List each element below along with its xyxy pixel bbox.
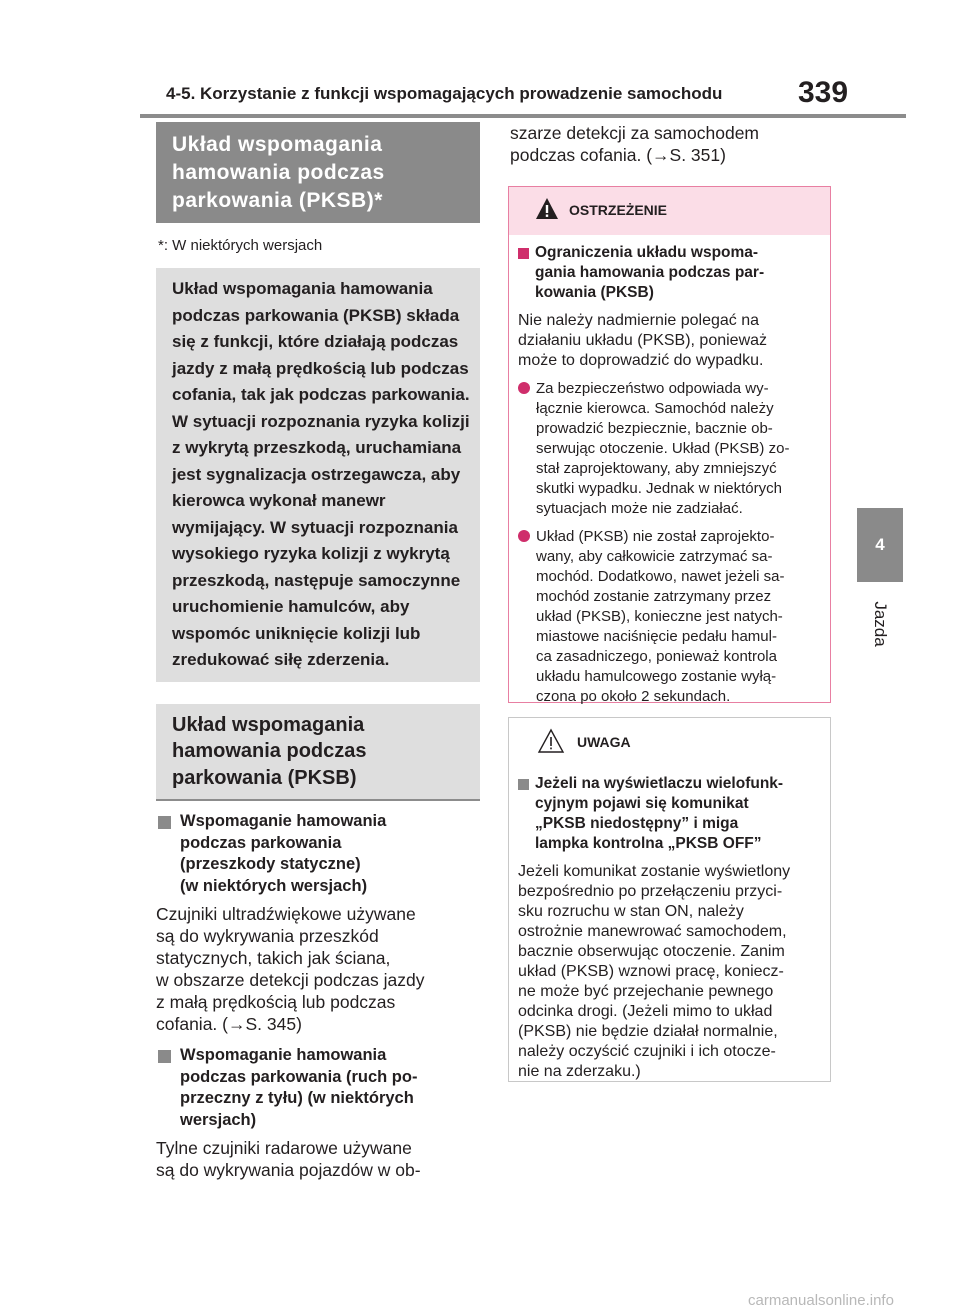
subheading-text: Wspomaganie hamowania podczas parkowania (przeszkody statyczne) (w niektórych wersjach) [180,812,387,895]
section2-title: Układ wspomagania hamowania podczas parkowania (PKSB) [156,704,480,802]
notice-subheading [518,774,822,854]
paragraph-static-obstacles: Czujniki ultradźwiękowe używane są do wykrywania przeszkód statycznych, takich jak ściana, w obszarze detekcji podczas jazdy z małą prędkością lub podczas cofania. (→S. 345) [156,904,425,1034]
notice-box [508,717,831,1082]
square-bullet-icon [518,779,529,790]
round-bullet-icon [518,382,530,394]
warning-label: OSTRZEŻENIE [569,202,668,218]
round-bullet-icon [518,530,530,542]
watermark: carmanualsonline.info [748,1292,894,1309]
intro-box: Układ wspomagania hamowania podczas parkowania (PKSB) składa się z funkcji, które działają podczas jazdy z małą prędkością lub podczas cofania, tak jak podczas parkowania. W sytuacji rozpoznania ryzyka kolizji z wykrytą przeszkodą, uruchamiana jest sygnalizacja ostrzegawcza, aby kierowca wykonał manewr wymijający. W sytuacji rozpoznania wysokiego ryzyka kolizji z wykrytą przeszkodą, następuje samoczynne uruchomienie hamulców, aby wspomóc uniknięcie kolizji lub zredukować siłę zderzenia. [156,268,480,682]
paragraph-rear-cross-traffic: Tylne czujniki radarowe używane są do wykrywania pojazdów w ob- [156,1138,421,1180]
notice-paragraph: Jeżeli komunikat zostanie wyświetlony bezpośrednio po przełączeniu przyci- sku rozruchu w stan ON, należy ostrożnie manewrować samochodem, bacznie obserwując otoczenie. Zanim układ (PKSB) wznowi pracę, koniecz- ne może być przejechanie pewnego odcinka drogi. (Jeżeli mimo to układ (PKSB) nie będzie działał normalnie, należy oczyścić czujniki i ich otocze- nie na zderzaku.) [518,863,791,1080]
warning-paragraph: Nie należy nadmiernie polegać na działaniu układu (PKSB), ponieważ może to doprowadzić do wypadku. [518,312,768,369]
warning-subheading-text: Ograniczenia układu wspoma- gania hamowania podczas par- kowania (PKSB) [535,244,765,301]
subheading-rear-cross-traffic [156,1045,480,1131]
subheading-static-obstacles [156,811,480,897]
warning-subheading [518,243,822,303]
warning-bullet [518,379,822,519]
warning-box [508,186,831,703]
warning-triangle-icon [535,197,559,221]
left-column [156,122,480,1181]
paragraph-continuation: szarze detekcji za samochodem podczas cofania. (→S. 351) [510,123,759,165]
square-bullet-icon [518,248,529,259]
running-header: 4-5. Korzystanie z funkcji wspomagających prowadzenie samochodu [166,84,723,103]
notice-subheading-text: Jeżeli na wyświetlaczu wielofunk- cyjnym pojawi się komunikat „PKSB niedostępny” i miga lampka kontrolna „PKSB OFF” [535,775,784,852]
section-title: Układ wspomagania hamowania podczas parkowania (PKSB)* [156,122,480,223]
square-bullet-icon [158,1050,171,1063]
warning-bullet-text: Układ (PKSB) nie został zaprojekto- wany, aby całkowicie zatrzymać sa- mochód. Dodatkowo, nawet jeżeli sa- mochód zostanie zatrzymany przez układ (PKSB), konieczne jest natych- miastowe naciśnięcie pedału hamul- ca zasadniczego, ponieważ kontrola układu hamulcowego zostanie wyłą- czona po około 2 sekundach. [536,528,785,705]
caution-triangle-icon [537,728,565,754]
right-column [510,122,832,166]
square-bullet-icon [158,816,171,829]
notice-label: UWAGA [577,734,631,750]
warning-bullet-text: Za bezpieczeństwo odpowiada wy- łącznie kierowca. Samochód należy prowadzić bezpiecznie, bacznie ob- serwując otoczenie. Układ (PKSB) zo- stał zaprojektowany, aby zmniejszyć skutki wypadku. Jednak w niektórych sytuacjach może nie zadziałać. [536,380,790,517]
chapter-label [866,594,894,654]
chapter-tab[interactable] [857,508,903,582]
chapter-number: 4 [875,535,885,554]
footnote: *: W niektórych wersjach [158,237,323,254]
warning-header [509,187,830,235]
warning-bullet [518,527,822,707]
notice-header [509,718,830,768]
warning-body [509,235,830,707]
notice-body [509,768,830,1082]
header-rule [140,114,906,118]
subheading-text: Wspomaganie hamowania podczas parkowania (ruch po- przeczny z tyłu) (w niektórych wersjach) [180,1046,418,1129]
page-number: 339 [798,76,849,109]
chapter-label-text: Jazda [871,601,890,647]
